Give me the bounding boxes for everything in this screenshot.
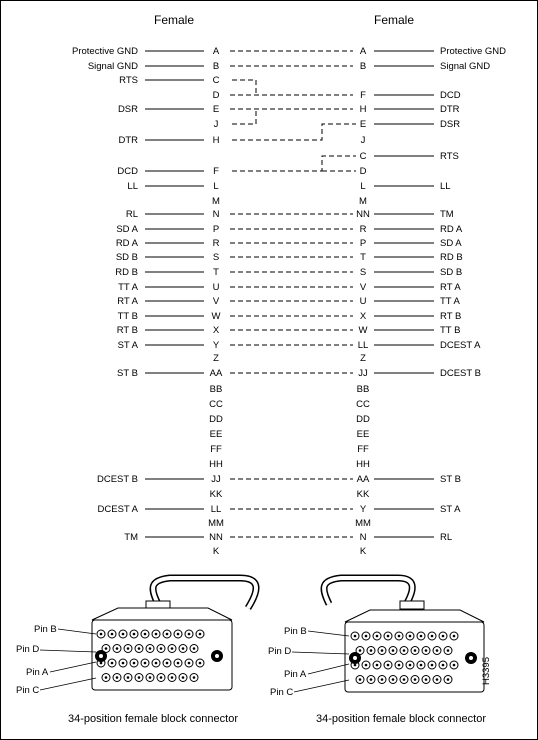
socket-center-icon [171,647,174,650]
socket-center-icon [138,647,141,650]
right-pin-a-label: Pin A [284,669,307,680]
right-pin-f: F [360,90,366,101]
left-pin-b-label: Pin B [34,624,57,635]
right-pin-s: S [359,267,367,278]
socket-center-icon [182,676,185,679]
right-signal-label: Protective GND [440,46,506,57]
left-pin-x: X [212,325,220,336]
socket-center-icon [182,647,185,650]
right-pin-kk: KK [356,489,370,500]
pin-row [210,489,370,500]
pin-row [118,104,460,115]
pin-row [118,282,461,293]
left-pin-dd: DD [209,414,223,425]
socket-center-icon [414,678,417,681]
left-pin-t: T [213,267,219,278]
pin-row [213,546,367,557]
right-signal-label: DSR [440,119,461,130]
wire-f-to-c [232,156,356,171]
socket-center-icon [171,676,174,679]
pin-row [118,311,462,322]
right-pin-u: U [359,296,367,307]
left-pin-y: Y [212,340,220,351]
left-pin-m: M [212,196,220,207]
left-connector-top [92,608,232,620]
left-connector [16,578,256,725]
socket-center-icon [420,635,423,638]
right-signal-label: DCEST A [440,340,481,351]
left-pin-u: U [212,282,220,293]
left-signal-label: DCD [117,166,138,177]
socket-center-icon [111,662,114,665]
socket-center-icon [425,649,428,652]
socket-center-icon [133,662,136,665]
socket-center-icon [166,662,169,665]
left-pin-k: K [212,546,220,557]
pin-row [210,384,370,395]
right-signal-label: LL [440,181,451,192]
left-pin-d: D [212,90,220,101]
left-pin-n: N [212,209,220,220]
pin-row [117,325,461,336]
left-pin-s: S [212,252,220,263]
right-signal-label: DCD [440,90,461,101]
socket-center-icon [160,647,163,650]
left-pin-d-label: Pin D [16,644,40,655]
socket-center-icon [177,662,180,665]
right-pin-e: E [359,119,367,130]
socket-center-icon [376,664,379,667]
socket-center-icon [127,647,130,650]
socket-center-icon [100,633,103,636]
left-pin-mm: MM [208,518,224,529]
socket-center-icon [431,664,434,667]
right-signal-label: Signal GND [440,61,491,72]
left-pin-b: B [212,61,220,72]
pin-row [212,196,367,207]
left-pin-bb: BB [209,384,223,395]
left-pin-a: A [212,46,220,57]
socket-center-icon [199,633,202,636]
right-signal-label: TM [440,209,454,220]
left-signal-label: DCEST B [96,474,138,485]
right-pin-c: C [359,151,367,162]
left-pin-r: R [212,238,220,249]
right-pin-bb: BB [356,384,370,395]
socket-center-icon [354,635,357,638]
left-signal-label: RT B [116,325,138,336]
right-pin-hh: HH [356,459,370,470]
socket-center-icon [447,678,450,681]
socket-center-icon [442,664,445,667]
right-pin-w: W [358,325,368,336]
right-pin-b-label: Pin B [284,626,307,637]
socket-center-icon [436,678,439,681]
right-connector-caption: 34-position female block connector [316,713,486,725]
pin-row [115,267,462,278]
right-pin-cc: CC [356,399,370,410]
left-signal-label: LL [127,181,138,192]
socket-center-icon [144,662,147,665]
right-signal-label: ST B [440,474,461,485]
right-pin-v: V [359,282,367,293]
socket-center-icon [365,664,368,667]
left-signal-label: ST A [117,340,138,351]
right-signal-label: RTS [440,151,459,162]
socket-center-icon [392,649,395,652]
socket-center-icon [116,647,119,650]
socket-center-icon [199,662,202,665]
left-pin-jj: JJ [211,474,221,485]
right-cable-clamp [400,601,424,609]
socket-center-icon [387,664,390,667]
socket-center-icon [155,662,158,665]
socket-center-icon [453,664,456,667]
right-pin-p: P [359,238,367,249]
right-signal-label: RT B [440,311,462,322]
left-signal-label: ST B [117,368,138,379]
left-signal-label: SD A [116,224,138,235]
pin-row [98,504,462,515]
pin-row [72,46,506,57]
socket-center-icon [425,678,428,681]
crossover-wiring [232,80,356,171]
pin-row [127,181,450,192]
right-pin-ee: EE [356,429,370,440]
socket-center-icon [144,633,147,636]
socket-center-icon [365,635,368,638]
right-pin-h: H [359,104,367,115]
right-pin-m: M [359,196,367,207]
figure-id: H3395 [481,657,492,685]
socket-center-icon [116,676,119,679]
pin-row [209,414,370,425]
right-header: Female [373,13,415,27]
left-pin-v: V [212,296,220,307]
right-pin-dd: DD [356,414,370,425]
socket-center-icon [414,649,417,652]
left-signal-label: Signal GND [87,61,138,72]
left-pin-aa: AA [209,368,223,379]
socket-center-icon [409,635,412,638]
right-pin-j: J [360,135,366,146]
left-pin-kk: KK [209,489,223,500]
left-signal-label: RD B [115,267,138,278]
right-pin-nn: NN [356,209,370,220]
socket-center-icon [133,633,136,636]
right-pin-ff: FF [357,444,369,455]
pin-row [119,75,219,86]
socket-center-icon [127,676,130,679]
socket-center-icon [370,649,373,652]
right-signal-label: RL [440,532,453,543]
left-pin-c: C [212,75,220,86]
pin-row [209,459,370,470]
socket-center-icon [381,678,384,681]
socket-center-icon [193,676,196,679]
socket-center-icon [193,647,196,650]
pin-row [116,252,463,263]
pin-row [213,90,461,101]
socket-center-icon [453,635,456,638]
right-pin-d-label: Pin D [268,646,292,657]
socket-center-icon [354,664,357,667]
right-pin-r: R [359,224,367,235]
socket-center-icon [436,649,439,652]
left-signal-label: RD A [115,238,138,249]
left-pin-f: F [213,166,219,177]
wire-h-to-e [232,124,356,140]
pin-row [97,474,461,485]
socket-center-icon [398,664,401,667]
pin-row [117,368,481,379]
socket-center-icon [111,633,114,636]
left-signal-label: DTR [118,135,138,146]
jackscrew-center-icon [469,656,473,660]
socket-center-icon [403,678,406,681]
right-connector-top [345,610,484,622]
socket-center-icon [166,633,169,636]
socket-center-icon [149,676,152,679]
socket-center-icon [398,635,401,638]
wire-j-to-e [232,109,256,124]
right-pin-a: A [359,46,367,57]
left-signal-label: RTS [119,75,138,86]
left-signal-label: RT A [117,296,138,307]
right-signal-label: TT B [440,325,461,336]
left-signal-label: DSR [117,104,138,115]
socket-center-icon [370,678,373,681]
right-cable [324,578,412,608]
left-pin-ll: LL [210,504,222,515]
pin-row [210,429,370,440]
pin-row [116,224,462,235]
socket-center-icon [442,635,445,638]
socket-center-icon [100,662,103,665]
right-pin-d: D [359,166,367,177]
left-signal-label: RL [125,209,138,220]
right-signal-label: ST A [440,504,461,515]
socket-center-icon [420,664,423,667]
pin-row [117,296,460,307]
socket-center-icon [409,664,412,667]
socket-center-icon [122,633,125,636]
socket-center-icon [387,635,390,638]
right-signal-label: RD B [440,252,463,263]
left-header: Female [153,13,195,27]
socket-center-icon [177,633,180,636]
right-pin-y: Y [359,504,367,515]
socket-center-icon [155,633,158,636]
left-pin-cc: CC [209,399,223,410]
left-signal-label: TM [124,532,138,543]
left-pin-ff: FF [210,444,222,455]
left-pin-e: E [212,104,220,115]
socket-center-icon [105,647,108,650]
left-pin-h: H [212,135,220,146]
left-pin-l: L [213,181,219,192]
right-signal-label: RD A [440,224,463,235]
jackscrew-center-icon [353,656,357,660]
left-pin-z: Z [213,353,219,364]
right-signal-label: SD A [440,238,462,249]
socket-center-icon [188,662,191,665]
left-pin-w: W [211,311,221,322]
socket-center-icon [188,633,191,636]
right-signal-label: DTR [440,104,460,115]
right-pin-mm: MM [355,518,371,529]
jackscrew-center-icon [99,654,103,658]
pin-rows [72,46,506,557]
socket-center-icon [359,649,362,652]
right-cable-inner [324,578,412,608]
left-connector-caption: 34-position female block connector [68,713,238,725]
left-pin-hh: HH [209,459,223,470]
left-signal-label: TT A [118,282,138,293]
socket-center-icon [381,649,384,652]
right-connector [268,578,486,725]
left-signal-label: DCEST A [97,504,138,515]
right-pin-x: X [359,311,367,322]
pin-row [209,399,370,410]
right-pin-l: L [360,181,366,192]
left-pin-ee: EE [209,429,223,440]
wire-c-to-f [232,80,256,95]
right-signal-label: TT A [440,296,460,307]
jackscrew-center-icon [215,654,219,658]
socket-center-icon [149,647,152,650]
right-pin-ll: LL [357,340,369,351]
left-pin-nn: NN [209,532,223,543]
socket-center-icon [447,649,450,652]
pin-row [360,151,459,162]
right-signal-label: SD B [440,267,463,278]
right-signal-label: RT A [440,282,461,293]
right-pin-n: N [359,532,367,543]
right-pin-c-label: Pin C [270,687,294,698]
pin-row [118,340,482,351]
left-pin-j: J [213,119,219,130]
right-pin-b: B [359,61,367,72]
right-pin-jj: JJ [358,368,368,379]
right-pin-t: T [360,252,366,263]
pin-row [126,209,454,220]
right-signal-label: DCEST B [440,368,482,379]
left-signal-label: SD B [115,252,138,263]
right-pin-z: Z [360,353,366,364]
left-pin-a-label: Pin A [26,667,49,678]
left-pin-p: P [212,224,220,235]
socket-center-icon [122,662,125,665]
pin-row [116,238,462,249]
left-signal-label: Protective GND [72,46,138,57]
socket-center-icon [160,676,163,679]
pin-row [124,532,452,543]
socket-center-icon [403,649,406,652]
pin-row [213,353,366,364]
socket-center-icon [359,678,362,681]
right-pin-k: K [359,546,367,557]
left-signal-label: TT B [117,311,138,322]
pin-row [210,444,369,455]
socket-center-icon [392,678,395,681]
right-pin-aa: AA [356,474,370,485]
socket-center-icon [376,635,379,638]
pin-row [88,61,490,72]
socket-center-icon [105,676,108,679]
pin-row [208,518,371,529]
socket-center-icon [431,635,434,638]
socket-center-icon [138,676,141,679]
left-pin-c-label: Pin C [16,685,40,696]
